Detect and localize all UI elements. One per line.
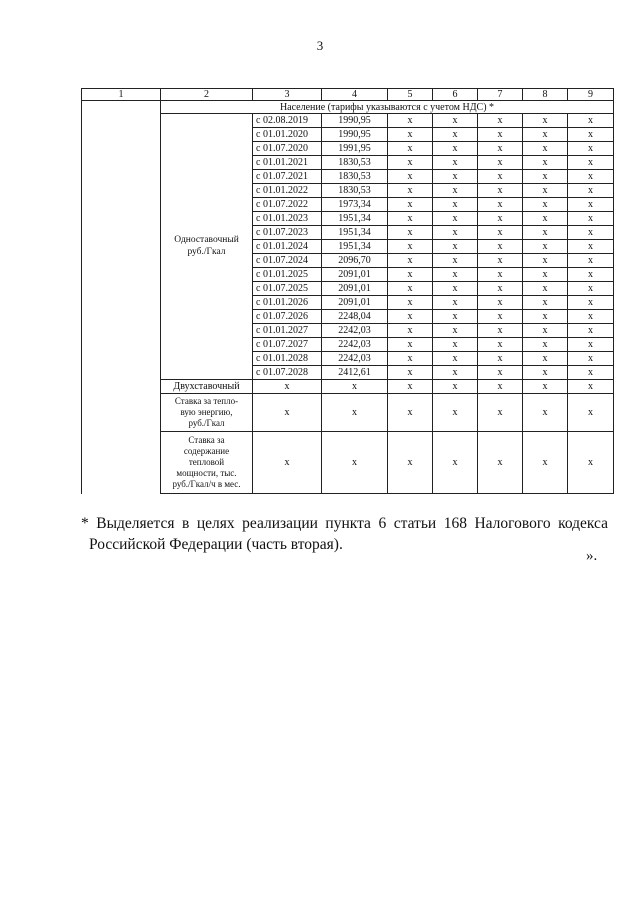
mark-cell: х: [388, 282, 433, 296]
mark-cell: х: [478, 170, 523, 184]
mark-cell: х: [253, 394, 322, 432]
mark-cell: х: [568, 128, 614, 142]
mark-cell: х: [478, 282, 523, 296]
mark-cell: х: [523, 338, 568, 352]
mark-cell: х: [388, 338, 433, 352]
capacity-rate-row-label-line: содержание: [183, 446, 230, 457]
mark-cell: х: [388, 394, 433, 432]
mark-cell: х: [388, 296, 433, 310]
period-cell: с 01.01.2024: [253, 240, 322, 254]
tariff-value-cell: 2242,03: [322, 338, 388, 352]
mark-cell: х: [523, 170, 568, 184]
mark-cell: х: [523, 198, 568, 212]
mark-cell: х: [523, 268, 568, 282]
energy-rate-row-label-line: вую энергию,: [180, 407, 233, 418]
tariff-value-cell: 1951,34: [322, 226, 388, 240]
mark-cell: х: [388, 156, 433, 170]
mark-cell: х: [253, 432, 322, 494]
mark-cell: х: [433, 212, 478, 226]
mark-cell: х: [478, 324, 523, 338]
mark-cell: х: [433, 128, 478, 142]
period-cell: с 01.07.2023: [253, 226, 322, 240]
mark-cell: х: [523, 212, 568, 226]
mark-cell: х: [568, 142, 614, 156]
page-number: 3: [316, 38, 324, 53]
tariff-value-cell: 2091,01: [322, 268, 388, 282]
section-title: Население (тарифы указываются с учетом НДС) *: [161, 101, 614, 114]
mark-cell: х: [568, 380, 614, 394]
capacity-rate-row-label: [161, 432, 253, 494]
mark-cell: х: [433, 170, 478, 184]
mark-cell: х: [478, 366, 523, 380]
mark-cell: х: [478, 240, 523, 254]
capacity-rate-row-label-line: Ставка за: [188, 435, 225, 446]
mark-cell: х: [388, 380, 433, 394]
mark-cell: х: [523, 352, 568, 366]
single-rate-label-line2: руб./Гкал: [187, 246, 226, 257]
mark-cell: х: [568, 432, 614, 494]
mark-cell: х: [388, 310, 433, 324]
mark-cell: х: [568, 338, 614, 352]
mark-cell: х: [568, 352, 614, 366]
mark-cell: х: [568, 296, 614, 310]
mark-cell: х: [433, 310, 478, 324]
tariff-value-cell: 1991,95: [322, 142, 388, 156]
mark-cell: х: [433, 226, 478, 240]
mark-cell: х: [523, 366, 568, 380]
period-cell: с 01.07.2027: [253, 338, 322, 352]
mark-cell: х: [433, 268, 478, 282]
mark-cell: х: [523, 240, 568, 254]
mark-cell: х: [523, 142, 568, 156]
mark-cell: х: [478, 184, 523, 198]
mark-cell: х: [568, 240, 614, 254]
mark-cell: х: [478, 254, 523, 268]
closing-quote: ».: [586, 548, 598, 564]
tariff-value-cell: 1951,34: [322, 212, 388, 226]
mark-cell: х: [523, 156, 568, 170]
mark-cell: х: [523, 128, 568, 142]
mark-cell: х: [478, 310, 523, 324]
mark-cell: х: [523, 310, 568, 324]
mark-cell: х: [388, 170, 433, 184]
blank-first-column: [82, 101, 161, 494]
single-rate-label: [161, 114, 253, 380]
period-cell: с 01.07.2020: [253, 142, 322, 156]
tariff-value-cell: 2091,01: [322, 296, 388, 310]
mark-cell: х: [478, 296, 523, 310]
mark-cell: х: [523, 394, 568, 432]
mark-cell: х: [433, 240, 478, 254]
column-number-7: 7: [478, 89, 523, 101]
mark-cell: х: [433, 142, 478, 156]
mark-cell: х: [478, 226, 523, 240]
mark-cell: х: [568, 170, 614, 184]
period-cell: с 01.01.2026: [253, 296, 322, 310]
tariff-value-cell: 2096,70: [322, 254, 388, 268]
capacity-rate-row: [82, 432, 614, 494]
period-cell: с 01.07.2021: [253, 170, 322, 184]
mark-cell: х: [568, 310, 614, 324]
tariff-table-body: [82, 89, 614, 494]
mark-cell: х: [388, 128, 433, 142]
tariff-value-cell: 1830,53: [322, 184, 388, 198]
mark-cell: х: [433, 432, 478, 494]
tariff-value-cell: 2091,01: [322, 282, 388, 296]
two-rate-label: Двухставочный: [161, 380, 253, 394]
column-number-4: 4: [322, 89, 388, 101]
column-number-9: 9: [568, 89, 614, 101]
mark-cell: х: [433, 338, 478, 352]
mark-cell: х: [388, 254, 433, 268]
period-cell: с 01.07.2024: [253, 254, 322, 268]
capacity-rate-row-label-line: руб./Гкал/ч в мес.: [172, 478, 241, 489]
mark-cell: х: [388, 114, 433, 128]
mark-cell: х: [568, 212, 614, 226]
mark-cell: х: [568, 324, 614, 338]
mark-cell: х: [523, 254, 568, 268]
tariff-value-cell: 1830,53: [322, 170, 388, 184]
mark-cell: х: [568, 156, 614, 170]
column-number-2: 2: [161, 89, 253, 101]
mark-cell: х: [388, 212, 433, 226]
capacity-rate-row-label-line: мощности, тыс.: [176, 467, 237, 478]
mark-cell: х: [478, 156, 523, 170]
column-number-row: [82, 89, 614, 101]
mark-cell: х: [523, 114, 568, 128]
period-cell: с 01.01.2021: [253, 156, 322, 170]
tariff-value-cell: 1990,95: [322, 128, 388, 142]
period-cell: с 01.07.2028: [253, 366, 322, 380]
mark-cell: х: [523, 380, 568, 394]
energy-rate-row-label: [161, 394, 253, 432]
period-cell: с 01.07.2022: [253, 198, 322, 212]
mark-cell: х: [433, 296, 478, 310]
mark-cell: х: [523, 184, 568, 198]
mark-cell: х: [523, 296, 568, 310]
mark-cell: х: [478, 212, 523, 226]
mark-cell: х: [568, 394, 614, 432]
period-cell: с 02.08.2019: [253, 114, 322, 128]
tariff-value-cell: 1830,53: [322, 156, 388, 170]
mark-cell: х: [388, 226, 433, 240]
footnote: * Выделяется в целях реализации пункта 6 статьи 168 Налогового кодекса Российской Федерации (часть вторая).: [81, 515, 608, 553]
column-number-6: 6: [433, 89, 478, 101]
mark-cell: х: [322, 432, 388, 494]
column-number-8: 8: [523, 89, 568, 101]
mark-cell: х: [478, 114, 523, 128]
mark-cell: х: [433, 198, 478, 212]
tariff-table: [81, 88, 614, 494]
two-rate-row: [82, 380, 614, 394]
single-rate-label-line1: Одноставочный: [174, 234, 239, 245]
mark-cell: х: [478, 352, 523, 366]
mark-cell: х: [388, 352, 433, 366]
mark-cell: х: [433, 184, 478, 198]
tariff-value-cell: 2242,03: [322, 352, 388, 366]
mark-cell: х: [388, 142, 433, 156]
mark-cell: х: [322, 380, 388, 394]
mark-cell: х: [523, 432, 568, 494]
mark-cell: х: [253, 380, 322, 394]
mark-cell: х: [433, 114, 478, 128]
period-cell: с 01.01.2028: [253, 352, 322, 366]
mark-cell: х: [388, 240, 433, 254]
mark-cell: х: [433, 394, 478, 432]
mark-cell: х: [568, 226, 614, 240]
mark-cell: х: [568, 282, 614, 296]
mark-cell: х: [568, 254, 614, 268]
mark-cell: х: [388, 324, 433, 338]
mark-cell: х: [478, 142, 523, 156]
mark-cell: х: [568, 366, 614, 380]
tariff-value-cell: 2412,61: [322, 366, 388, 380]
mark-cell: х: [433, 380, 478, 394]
period-cell: с 01.01.2022: [253, 184, 322, 198]
mark-cell: х: [478, 380, 523, 394]
mark-cell: х: [433, 352, 478, 366]
mark-cell: х: [388, 432, 433, 494]
mark-cell: х: [568, 184, 614, 198]
mark-cell: х: [523, 226, 568, 240]
tariff-value-cell: 1973,34: [322, 198, 388, 212]
mark-cell: х: [433, 324, 478, 338]
mark-cell: х: [433, 366, 478, 380]
mark-cell: х: [478, 394, 523, 432]
period-cell: с 01.01.2020: [253, 128, 322, 142]
mark-cell: х: [478, 198, 523, 212]
energy-rate-row: [82, 394, 614, 432]
mark-cell: х: [388, 184, 433, 198]
mark-cell: х: [433, 156, 478, 170]
mark-cell: х: [478, 128, 523, 142]
column-number-1: 1: [82, 89, 161, 101]
tariff-value-cell: 1951,34: [322, 240, 388, 254]
column-number-3: 3: [253, 89, 322, 101]
period-cell: с 01.01.2023: [253, 212, 322, 226]
mark-cell: х: [388, 198, 433, 212]
mark-cell: х: [523, 324, 568, 338]
period-cell: с 01.07.2025: [253, 282, 322, 296]
mark-cell: х: [388, 366, 433, 380]
tariff-value-cell: 2242,03: [322, 324, 388, 338]
mark-cell: х: [478, 268, 523, 282]
tariff-value-cell: 1990,95: [322, 114, 388, 128]
mark-cell: х: [568, 268, 614, 282]
mark-cell: х: [388, 268, 433, 282]
period-cell: с 01.01.2025: [253, 268, 322, 282]
mark-cell: х: [568, 198, 614, 212]
tariff-value-cell: 2248,04: [322, 310, 388, 324]
energy-rate-row-label-line: руб./Гкал: [188, 417, 225, 428]
column-number-5: 5: [388, 89, 433, 101]
period-cell: с 01.07.2026: [253, 310, 322, 324]
period-cell: с 01.01.2027: [253, 324, 322, 338]
section-title-row: [82, 101, 614, 114]
capacity-rate-row-label-line: тепловой: [188, 457, 225, 468]
table-row: [82, 114, 614, 128]
mark-cell: х: [478, 432, 523, 494]
mark-cell: х: [433, 282, 478, 296]
mark-cell: х: [433, 254, 478, 268]
energy-rate-row-label-line: Ставка за тепло-: [174, 396, 239, 407]
mark-cell: х: [322, 394, 388, 432]
mark-cell: х: [523, 282, 568, 296]
mark-cell: х: [478, 338, 523, 352]
mark-cell: х: [568, 114, 614, 128]
